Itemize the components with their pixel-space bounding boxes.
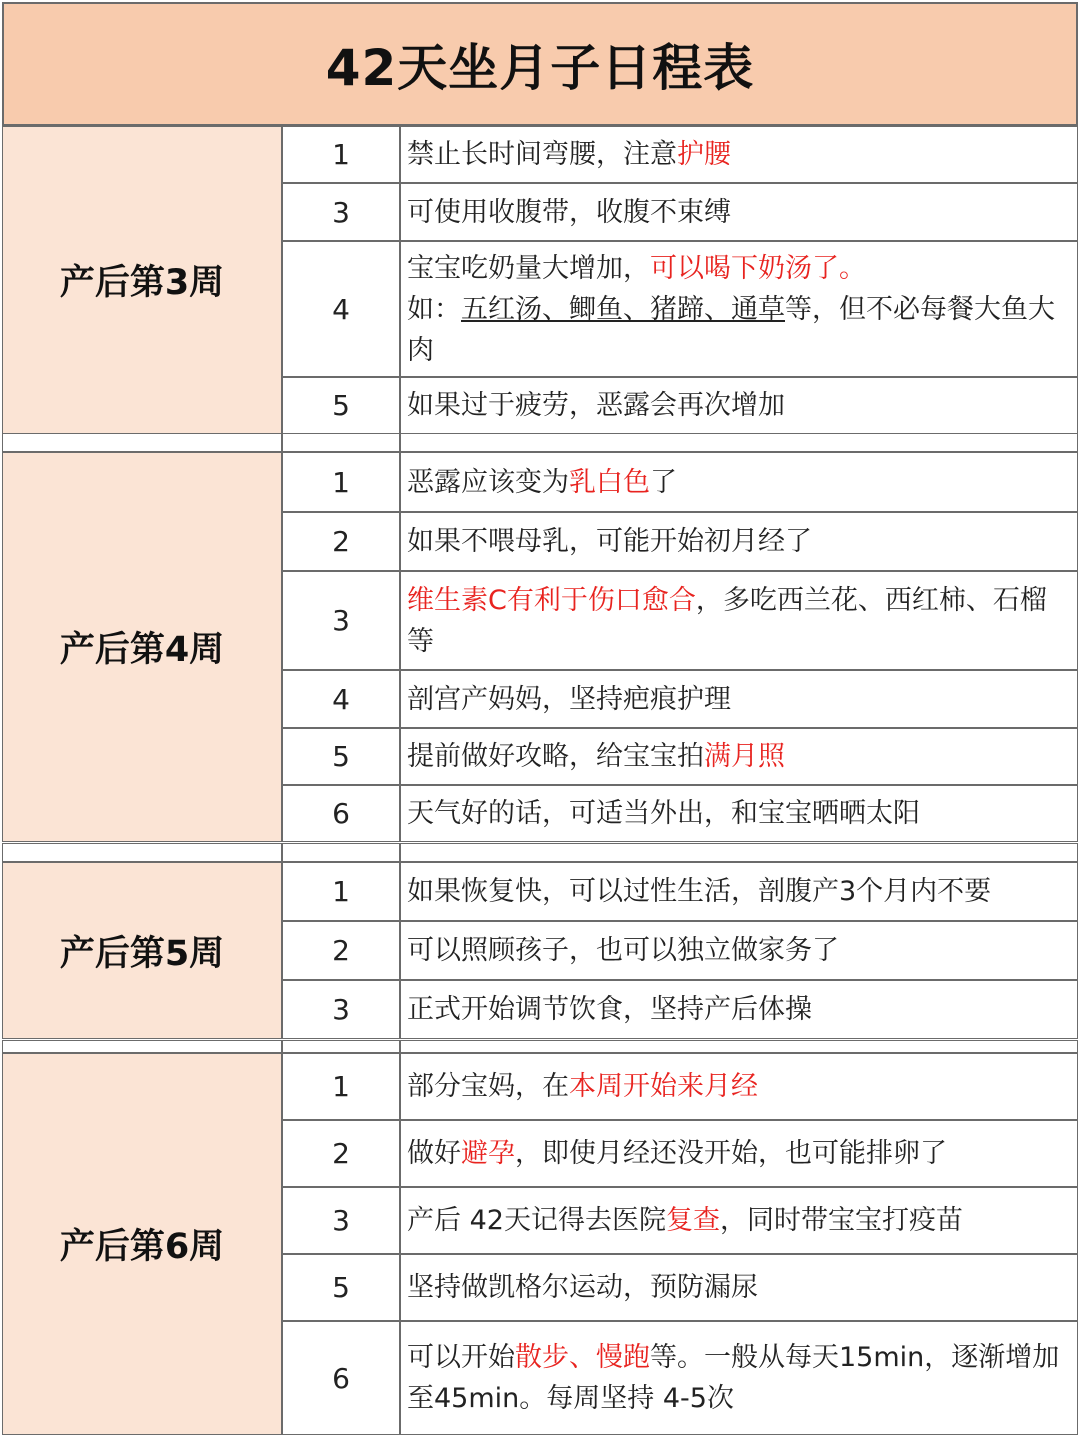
note-text: [407, 192, 731, 233]
day-number: 1: [282, 862, 400, 921]
note-text: [407, 521, 812, 562]
week-label: 产后第4周: [59, 630, 225, 670]
spacer-cell: [282, 843, 400, 862]
note-text: [407, 1066, 758, 1107]
section-spacer: [2, 843, 1078, 862]
note-segment: 等。一般从每天15min，逐渐增加至45min。每周坚持 4-5次: [407, 1342, 1060, 1414]
note-segment: 可以开始: [407, 1342, 515, 1373]
note-segment: 可以照顾孩子，也可以独立做家务了: [407, 935, 839, 966]
day-number: 3: [282, 980, 400, 1039]
title-bar: [2, 2, 1078, 126]
table-row: [282, 862, 1078, 921]
note-text: [407, 248, 1071, 371]
note-cell: [400, 980, 1078, 1039]
note-segment: 提前做好攻略，给宝宝拍: [407, 741, 704, 772]
page-title: 42天坐月子日程表: [325, 39, 755, 97]
note-cell: [400, 183, 1078, 241]
note-cell: [400, 1254, 1078, 1321]
note-text: [407, 134, 731, 175]
note-cell: [400, 728, 1078, 785]
note-text: [407, 462, 677, 503]
highlight-text: 本周开始来月经: [569, 1071, 758, 1102]
note-cell: [400, 512, 1078, 571]
day-number: 1: [282, 452, 400, 512]
note-segment: 做好: [407, 1138, 461, 1169]
spacer-cell: [400, 433, 1078, 452]
note-segment: 如果恢复快，可以过性生活，剖腹产3个月内不要: [407, 876, 992, 907]
note-text: [407, 736, 785, 777]
day-number: 6: [282, 1321, 400, 1435]
highlight-text: 维生素C有利于伤口愈合: [407, 584, 696, 616]
note-segment: 坚持做凯格尔运动，预防漏尿: [407, 1272, 758, 1303]
note-segment: 了: [650, 466, 677, 498]
note-cell: [400, 377, 1078, 434]
day-number: 4: [282, 241, 400, 377]
table-row: [282, 1120, 1078, 1187]
note-segment: 部分宝妈，在: [407, 1071, 569, 1102]
spacer-cell: [282, 1040, 400, 1053]
highlight-text: 可以喝下奶汤了。: [650, 252, 866, 284]
table-row: [282, 183, 1078, 241]
day-number: 5: [282, 377, 400, 434]
highlight-text: 避孕: [461, 1138, 515, 1169]
note-segment: 等，但不必每餐大鱼大肉: [407, 293, 1055, 366]
note-segment: 天气好的话，可适当外出，和宝宝晒晒太阳: [407, 798, 920, 829]
spacer-cell: [2, 1040, 282, 1053]
table-row: [282, 1254, 1078, 1321]
note-cell: [400, 670, 1078, 728]
highlight-text: 复查: [665, 1205, 720, 1236]
note-text: [407, 793, 920, 834]
highlight-text: 满月照: [704, 741, 785, 772]
day-number: 1: [282, 1053, 400, 1120]
week-label-cell: [2, 126, 282, 434]
note-text: [407, 1133, 947, 1174]
day-number: 2: [282, 921, 400, 980]
day-number: 5: [282, 1254, 400, 1321]
note-segment: 正式开始调节饮食，坚持产后体操: [407, 994, 812, 1025]
highlight-text: 乳白色: [569, 466, 650, 498]
table-row: [282, 980, 1078, 1039]
table-row: [282, 241, 1078, 377]
day-number: 5: [282, 728, 400, 785]
note-segment: 可使用收腹带，收腹不束缚: [407, 196, 731, 228]
week-label-cell: [2, 452, 282, 842]
note-segment: ，即使月经还没开始，也可能排卵了: [515, 1138, 947, 1169]
spacer-cell: [400, 843, 1078, 862]
note-cell: [400, 241, 1078, 377]
day-number: 3: [282, 1187, 400, 1254]
note-text: [407, 1267, 758, 1308]
highlight-text: 护腰: [677, 139, 731, 170]
note-text: [407, 1337, 1071, 1419]
note-text: [407, 385, 785, 426]
note-cell: [400, 452, 1078, 512]
note-cell: [400, 1120, 1078, 1187]
table-row: [282, 377, 1078, 434]
day-number: 6: [282, 785, 400, 842]
note-segment: ，多吃西兰花、西红柿、石榴等: [407, 584, 1047, 657]
table-row: [282, 1187, 1078, 1254]
note-text: [407, 679, 731, 720]
note-cell: [400, 571, 1078, 670]
note-cell: [400, 785, 1078, 842]
day-number: 4: [282, 670, 400, 728]
spacer-cell: [2, 843, 282, 862]
week-label: 产后第5周: [59, 933, 225, 974]
note-segment: ，同时带宝宝打疫苗: [719, 1205, 963, 1236]
week-label-cell: [2, 862, 282, 1039]
table-row: [282, 512, 1078, 571]
table-row: [282, 452, 1078, 512]
spacer-cell: [400, 1040, 1078, 1053]
table-row: [282, 1053, 1078, 1120]
note-cell: [400, 126, 1078, 183]
note-segment: 产后 42天记得去医院: [407, 1205, 666, 1236]
table-row: [282, 785, 1078, 842]
day-number: 3: [282, 183, 400, 241]
note-segment: 恶露应该变为: [407, 466, 569, 498]
note-segment: 如：: [407, 293, 461, 325]
note-cell: [400, 1053, 1078, 1120]
day-number: 3: [282, 571, 400, 670]
note-cell: [400, 862, 1078, 921]
week-label: 产后第6周: [59, 1227, 225, 1267]
table-row: [282, 728, 1078, 785]
note-text: [407, 871, 991, 912]
table-row: [282, 126, 1078, 183]
week-label-cell: [2, 1053, 282, 1435]
section-spacer: [2, 1040, 1078, 1053]
section-spacer: [2, 433, 1078, 452]
note-segment: 宝宝吃奶量大增加，: [407, 252, 650, 284]
spacer-cell: [2, 433, 282, 452]
table-row: [282, 670, 1078, 728]
week-label: 产后第3周: [59, 263, 225, 303]
note-cell: [400, 1321, 1078, 1435]
highlight-text: 散步、慢跑: [515, 1342, 650, 1373]
note-segment: 如果不喂母乳，可能开始初月经了: [407, 526, 812, 557]
day-number: 2: [282, 512, 400, 571]
table-row: [282, 1321, 1078, 1435]
note-segment: 剖宫产妈妈，坚持疤痕护理: [407, 683, 731, 715]
note-text: [407, 1200, 963, 1241]
note-cell: [400, 1187, 1078, 1254]
note-text: [407, 930, 839, 971]
note-text: [407, 989, 812, 1030]
note-segment: 如果过于疲劳，恶露会再次增加: [407, 390, 785, 421]
day-number: 1: [282, 126, 400, 183]
note-text: [407, 580, 1071, 662]
table-row: [282, 921, 1078, 980]
table-row: [282, 571, 1078, 670]
spacer-cell: [282, 433, 400, 452]
note-cell: [400, 921, 1078, 980]
day-number: 2: [282, 1120, 400, 1187]
note-segment: 五红汤、鲫鱼、猪蹄、通草: [461, 293, 785, 325]
note-segment: 禁止长时间弯腰，注意: [407, 139, 677, 170]
